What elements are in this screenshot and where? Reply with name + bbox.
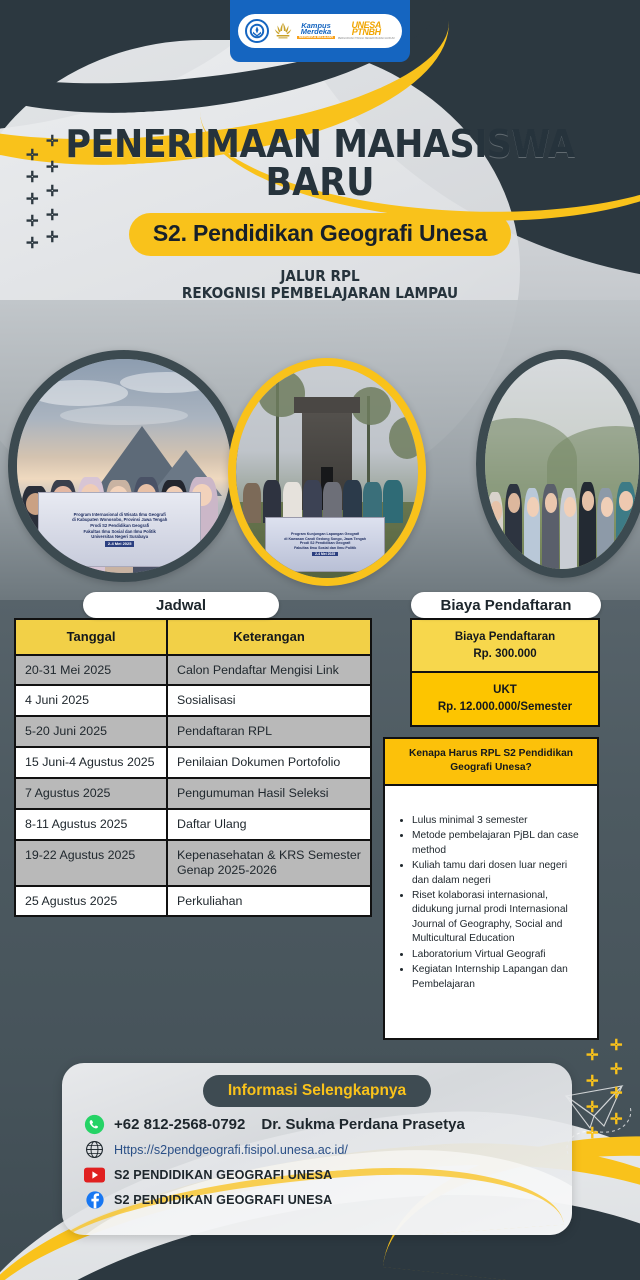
photo-content [17,359,231,573]
fee-label: Biaya Pendaftaran [454,631,556,643]
plus-icon: ✛ [46,159,59,176]
photo-banner [265,517,385,572]
contact-youtube-row[interactable] [84,1164,572,1185]
why-rpl-heading: Kenapa Harus RPL S2 Pendidikan Geografi Unesa? [385,739,597,786]
list-item: • Kegiatan Internship Lapangan dan Pembelajaran [412,963,584,992]
cell-tanggal: 20-31 Mei 2025 [16,656,168,685]
banner-line: Universitas Negeri Surabaya [91,534,149,540]
globe-icon [84,1139,105,1160]
subtitle-line1: JALUR RPL [280,266,360,285]
subtitle-block [38,268,601,301]
logo-strip [238,14,402,48]
plus-icon: ✛ [46,207,59,224]
plus-icon: ✛ [586,1125,599,1142]
more-info-pill: Informasi Selengkapnya [203,1075,431,1107]
ptnbh-line3: PERGURUAN TINGGI NEGERI BADAN HUKUM [337,37,395,41]
why-rpl-list [401,814,584,993]
ptnbh-line1: UNESA [351,19,381,30]
page-title-line2: BARU [265,159,375,204]
youtube-icon [84,1164,105,1185]
photo-mountain-group [8,350,240,582]
cell-keterangan: Daftar Ulang [168,810,370,839]
cell-keterangan: Pendaftaran RPL [168,717,370,746]
ptnbh-line2: PTNBH [351,27,381,38]
plus-icon: ✛ [26,191,39,208]
list-item: • Riset kolaborasi internasional, didukung jurnal prodi Internasional Journal of Geography, Social and Multicultural Education [412,889,584,947]
photo-terrace-group [476,350,640,578]
plus-icon: ✛ [46,133,59,150]
plus-icon: ✛ [610,1111,623,1128]
fee-item-ukt [412,673,598,724]
table-row [16,656,370,687]
photo-gallery [0,340,640,590]
kampus-merdeka-icon [297,20,335,40]
whatsapp-number: +62 812-2568-0792 [114,1116,246,1133]
list-item: • Metode pembelajaran PjBL dan case method [412,829,584,858]
contact-website-row[interactable] [84,1139,572,1160]
banner-line: Fakultas Ilmu Sosial dan Ilmu Politik [294,546,357,551]
schedule-section-pill: Jadwal [83,592,279,618]
plus-icon: ✛ [610,1085,623,1102]
plus-icon: ✛ [46,229,59,246]
table-row [16,887,370,916]
cell-keterangan: Kepenasehatan & KRS Semester Genap 2025-2026 [168,841,370,885]
photo-content [236,366,418,578]
photo-banner [38,492,201,567]
cell-tanggal: 4 Juni 2025 [16,686,168,715]
plus-icon: ✛ [586,1073,599,1090]
kampus-merdeka-line3: MERDEKA BELAJAR [299,35,334,40]
cell-tanggal: 15 Juni-4 Agustus 2025 [16,748,168,777]
plus-icon: ✛ [26,213,39,230]
banner-line: Program Kunjungan Lapangan Geografi [291,532,360,537]
banner-line: Program Internasional di Wisata Ilmu Geografi [73,511,166,517]
banner-line: Prodi S2 Pendidikan Geografi [299,541,351,546]
cell-tanggal: 7 Agustus 2025 [16,779,168,808]
website-url: Https://s2pendgeografi.fisipol.unesa.ac.id/ [114,1142,348,1157]
fees-section-pill: Biaya Pendaftaran [411,592,601,618]
list-item: • Lulus minimal 3 semester [412,814,584,828]
table-row [16,841,370,887]
cell-keterangan: Calon Pendaftar Mengisi Link [168,656,370,685]
banner-line: di Kawasan Candi Gedong Songo, Jawa Tengah [284,536,367,541]
banner-line: Fakultas Ilmu Sosial dan Ilmu Politik [83,528,156,534]
fee-amount: Rp. 300.000 [473,647,537,660]
page-title-line1: PENERIMAAN MAHASISWA [65,122,575,166]
cloud-shape [30,380,128,406]
table-row [16,748,370,779]
cell-tanggal: 5-20 Juni 2025 [16,717,168,746]
unesa-ptnbh-icon [337,19,395,41]
facebook-page: S2 PENDIDIKAN GEOGRAFI UNESA [114,1192,333,1207]
whatsapp-icon [84,1114,105,1135]
cell-tanggal: 19-22 Agustus 2025 [16,841,168,885]
column-header-tanggal: Tanggal [16,620,168,654]
kampus-merdeka-line1: Kampus [301,20,331,30]
cell-keterangan: Sosialisasi [168,686,370,715]
plus-icon: ✛ [46,183,59,200]
yellow-plus-cluster [568,1037,638,1180]
table-row [16,779,370,810]
plus-icon: ✛ [610,1037,623,1054]
cell-tanggal: 25 Agustus 2025 [16,887,168,916]
column-header-keterangan: Keterangan [168,620,370,654]
poster-title-block [0,122,640,302]
table-row [16,810,370,841]
plus-icon: ✛ [586,1099,599,1116]
institution-logo-bar [230,0,410,62]
contact-card [62,1063,572,1235]
people-group [485,468,639,569]
kampus-merdeka-line2: Merdeka [300,27,332,37]
list-item: • Laboratorium Virtual Geografi [412,948,584,962]
contact-whatsapp-row[interactable] [84,1114,572,1135]
why-rpl-body [385,786,597,1004]
table-row [16,717,370,748]
why-rpl-box [383,737,599,1040]
fee-amount: Rp. 12.000.000/Semester [437,701,573,714]
banner-line: Prodi S2 Pendidikan Geografi [90,523,150,529]
youtube-channel: S2 PENDIDIKAN GEOGRAFI UNESA [114,1167,333,1182]
contact-lines [62,1107,572,1210]
contact-person-name: Dr. Sukma Perdana Prasetya [261,1116,465,1133]
plus-icon: ✛ [586,1047,599,1064]
contact-facebook-row[interactable] [84,1189,572,1210]
table-row [16,686,370,717]
facebook-icon [84,1189,105,1210]
plus-icon: ✛ [26,169,39,186]
cell-keterangan: Pengumuman Hasil Seleksi [168,779,370,808]
unesa-seal-icon [245,19,269,43]
list-item: • Kuliah tamu dari dosen luar negeri dan dalam negeri [412,859,584,888]
photo-content [485,359,639,569]
plus-icon: ✛ [610,1061,623,1078]
photo-temple-group [228,358,426,586]
program-badge: S2. Pendidikan Geografi Unesa [129,213,511,256]
cell-keterangan: Penilaian Dokumen Portofolio [168,748,370,777]
banner-line: di Kabupaten Wonosobo, Provinsi Jawa Tengah [72,517,168,523]
subtitle-line2: REKOGNISI PEMBELAJARAN LAMPAU [181,283,459,302]
schedule-table [14,618,372,917]
banner-date: 2-4 Mei 2025 [312,552,338,556]
cloud-shape [120,372,214,393]
fee-label: UKT [493,684,517,697]
plus-icon: ✛ [26,147,39,164]
cell-tanggal: 8-11 Agustus 2025 [16,810,168,839]
cell-keterangan: Perkuliahan [168,887,370,916]
tut-wuri-handayani-icon [272,20,294,42]
table-header-row [16,620,370,656]
banner-date: 2-4 Mei 2025 [105,541,135,546]
fees-table [410,618,600,727]
plus-icon: ✛ [26,235,39,252]
fee-item-registration [412,620,598,673]
